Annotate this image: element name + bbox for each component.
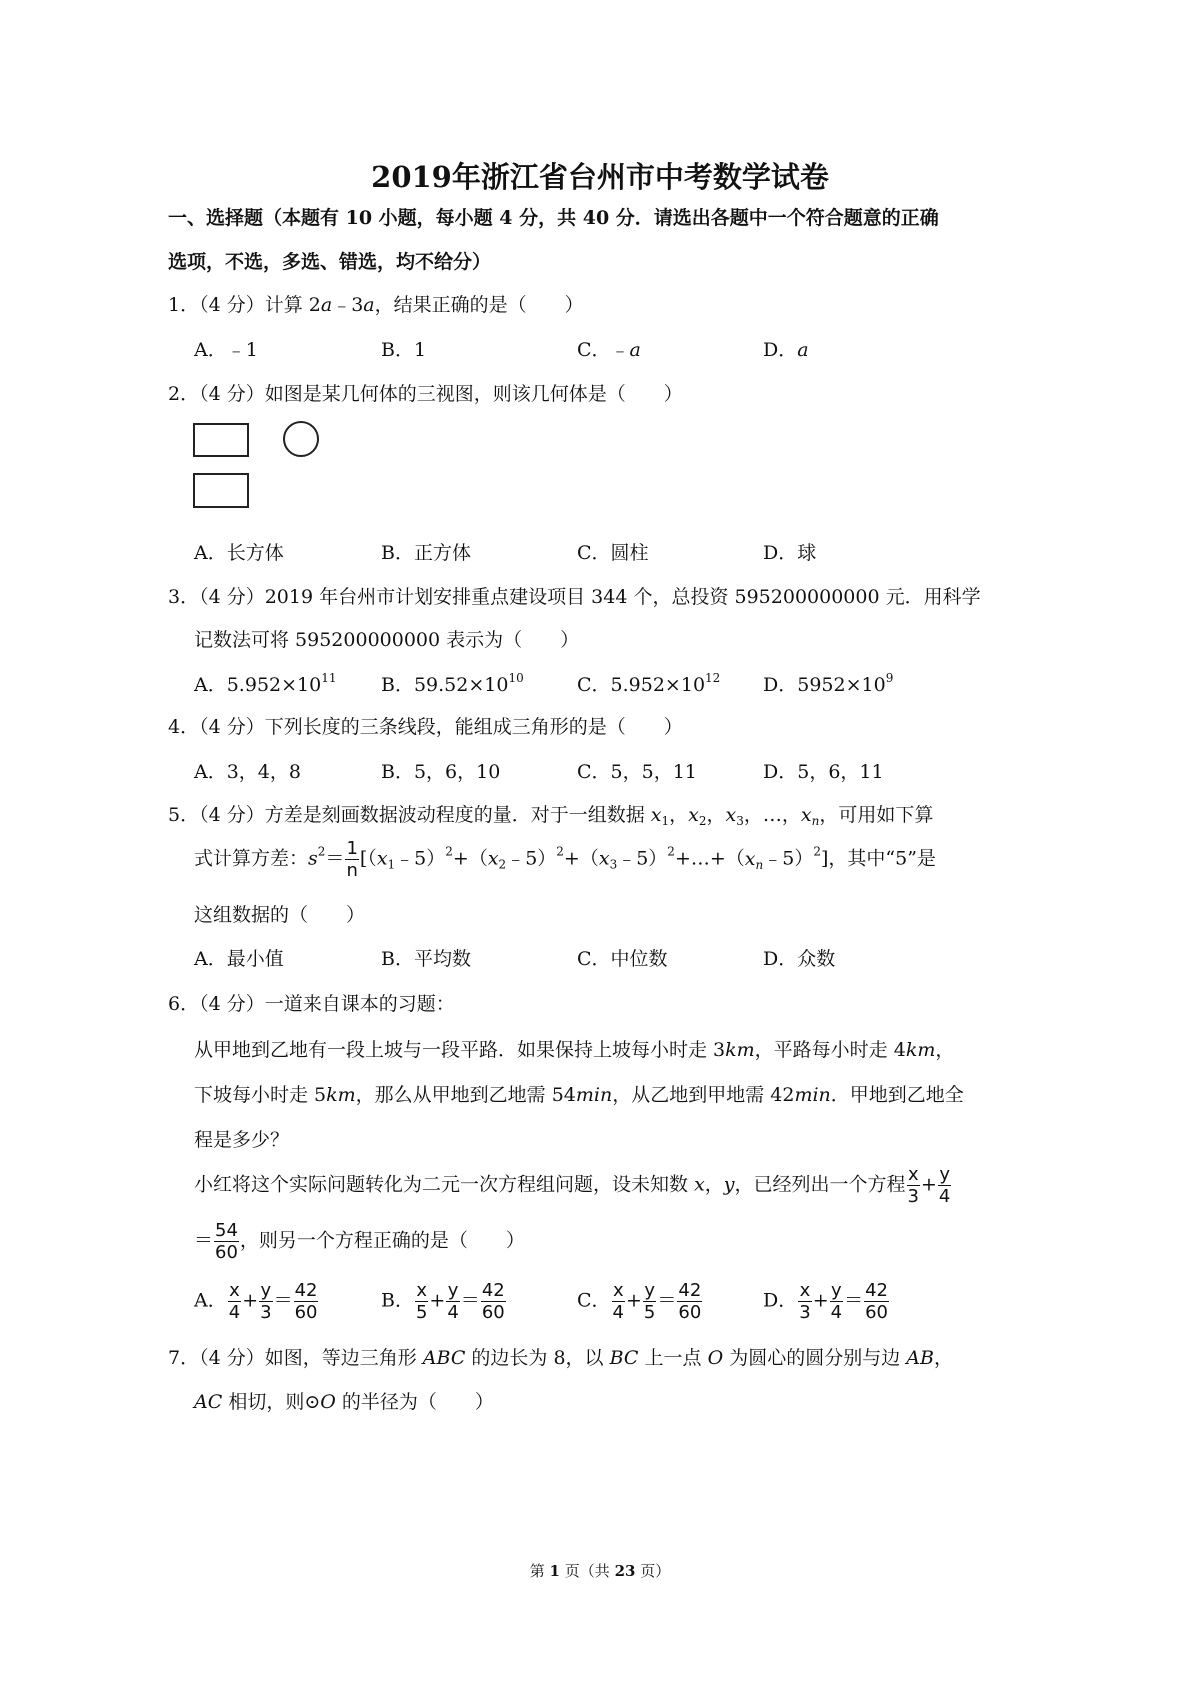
question-5-line1: 5．（4 分）方差是刻画数据波动程度的量．对于一组数据 $x_1$，$x_2$，$x_3$，…，$x_n$，可用如下算 xyxy=(168,804,934,828)
q2-option-c: C．圆柱 xyxy=(577,542,649,564)
q3-option-d: D．$5952\times 10^9$ xyxy=(763,671,894,696)
q1-option-a: A．﹣1 xyxy=(194,339,258,361)
q5-option-a: A．最小值 xyxy=(194,948,284,970)
q2-option-d: D．球 xyxy=(763,542,817,564)
q1-option-d: D．a xyxy=(763,339,809,361)
q6-problem-line1: 从甲地到乙地有一段上坡与一段平路．如果保持上坡每小时走 3km，平路每小时走 4km， xyxy=(194,1039,955,1061)
q6-option-a: A． $\frac{x}{4}$ + $\frac{y}{3}$ ＝ $\frac{42}{60}$ xyxy=(194,1280,318,1323)
front-view-rectangle xyxy=(194,424,248,456)
question-3-line2: 记数法可将 595200000000 表示为（ ） xyxy=(194,629,580,651)
question-6: 6．（4 分）一道来自课本的习题： xyxy=(168,993,455,1015)
question-5-line3: 这组数据的（ ） xyxy=(194,904,366,926)
q6-option-c: C． $\frac{x}{4}$ + $\frac{y}{5}$ ＝ $\frac{42}{60}$ xyxy=(577,1280,702,1323)
one-over-n-fraction: $\frac{1}{n}$ xyxy=(346,838,358,881)
question-5-formula-line: 式计算方差：$s^2=$ $\frac{1}{n}$ $[(x_1﹣5)^2+(x_2﹣5)^2+(x_3﹣5)^2+\dots+(x_n﹣5)^2]$，其中“5”是 xyxy=(194,838,936,881)
q6-given-equation-line: 小红将这个实际问题转化为二元一次方程组问题，设未知数 x，y，已经列出一个方程 $\frac{x}{3}$ + $\frac{y}{4}$ xyxy=(194,1164,951,1207)
q4-option-d: D．5，6，11 xyxy=(763,761,884,783)
top-view-rectangle xyxy=(194,474,248,507)
q4-option-a: A．3，4，8 xyxy=(194,761,301,783)
q6-given-equation-rhs: ＝ $\frac{54}{60}$ ，则另一个方程正确的是（ ） xyxy=(194,1220,525,1263)
question-2: 2．（4 分）如图是某几何体的三视图，则该几何体是（ ） xyxy=(168,383,683,405)
page-title: 2019年浙江省台州市中考数学试卷 xyxy=(371,160,829,194)
q6-option-d: D． $\frac{x}{3}$ + $\frac{y}{4}$ ＝ $\frac{42}{60}$ xyxy=(763,1280,888,1323)
page-footer: 第 1 页（共 23 页） xyxy=(529,1562,671,1580)
q2-option-b: B．正方体 xyxy=(381,542,471,564)
q1-option-b: B．1 xyxy=(381,339,427,361)
q4-option-c: C．5，5，11 xyxy=(577,761,697,783)
q6-problem-line3: 程是多少？ xyxy=(194,1129,290,1151)
q2-option-a: A．长方体 xyxy=(194,542,284,564)
q5-option-c: C．中位数 xyxy=(577,948,668,970)
question-7-line2: AC 相切，则⊙O 的半径为（ ） xyxy=(194,1391,494,1413)
q1-option-c: C．﹣a xyxy=(577,339,641,361)
q5-option-b: B．平均数 xyxy=(381,948,471,970)
side-view-circle xyxy=(284,422,318,456)
section-heading-line1: 一、选择题（本题有 10 小题，每小题 4 分，共 40 分．请选出各题中一个符合题意的正确 xyxy=(168,207,939,229)
q5-option-d: D．众数 xyxy=(763,948,836,970)
q6-option-b: B． $\frac{x}{5}$ + $\frac{y}{4}$ ＝ $\frac{42}{60}$ xyxy=(381,1280,505,1323)
q3-option-a: A．$5.952\times 10^{11}$ xyxy=(194,671,337,696)
section-heading-line2: 选项，不选，多选、错选，均不给分） xyxy=(168,251,492,273)
question-4: 4．（4 分）下列长度的三条线段，能组成三角形的是（ ） xyxy=(168,716,683,738)
question-1: 1．（4 分）计算 2a﹣3a，结果正确的是（ ） xyxy=(168,294,584,316)
q3-option-c: C．$5.952\times 10^{12}$ xyxy=(577,671,721,696)
q3-option-b: B．$59.52\times 10^{10}$ xyxy=(381,671,524,696)
question-7-line1: 7．（4 分）如图，等边三角形 ABC 的边长为 8，以 BC 上一点 O 为圆心的圆分别与边 AB， xyxy=(168,1347,953,1369)
q6-problem-line2: 下坡每小时走 5km，那么从甲地到乙地需 54min，从乙地到甲地需 42min．甲地到乙地全 xyxy=(194,1084,964,1106)
q4-option-b: B．5，6，10 xyxy=(381,761,501,783)
question-3-line1: 3．（4 分）2019 年台州市计划安排重点建设项目 344 个，总投资 595200000000 元．用科学 xyxy=(168,586,981,608)
three-view-figure xyxy=(190,418,330,514)
